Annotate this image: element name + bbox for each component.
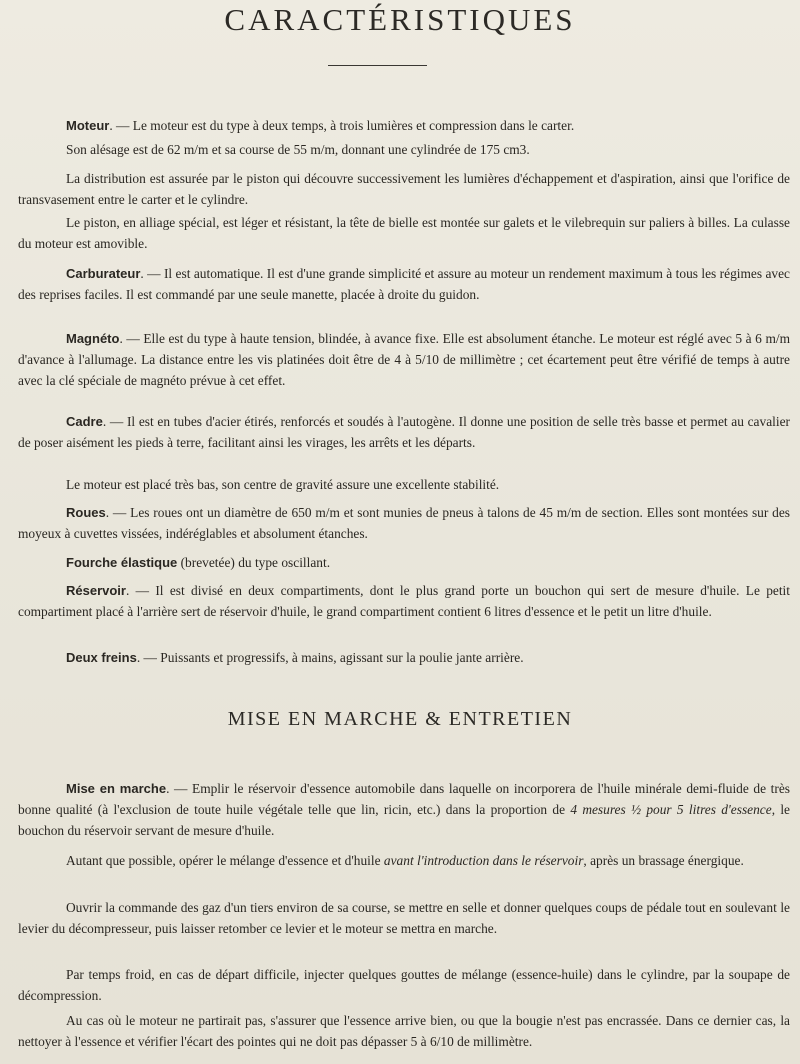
lead-fourche: Fourche élastique (66, 555, 178, 570)
paragraph-reservoir: Réservoir. — Il est divisé en deux compartiments, dont le plus grand porte un bouchon qui sert de mesure d'huile. Le petit compartiment placé à l'arrière sert de réservoir d'huile, le grand compartiment contient 6 litres d'essence et le petit un litre d'huile. (18, 583, 790, 619)
lead-freins: Deux freins (66, 650, 137, 665)
paragraph-cadre: Cadre. — Il est en tubes d'acier étirés, renforcés et soudés à l'autogène. Il donne une position de selle très basse et permet au cavalier de poser aisément les pieds à terre, facilitant ainsi les virages, les arrêts et les départs. (18, 414, 790, 450)
paragraph-bougie: Au cas où le moteur ne partirait pas, s'assurer que l'essence arrive bien, ou que la bougie n'est pas encrassée. Dans ce dernier cas, la nettoyer à l'essence et vérifier l'écart des pointes qui ne doit pas dépasser 5 à 6/10 de millimètre. (18, 1013, 790, 1049)
lead-moteur: Moteur (66, 118, 110, 133)
lead-magneto: Magnéto (66, 331, 120, 346)
section-title-mise-en-marche: MISE EN MARCHE & ENTRETIEN (227, 708, 573, 730)
paragraph-stabilite: Le moteur est placé très bas, son centre de gravité assure une excellente stabilité. (66, 477, 500, 492)
paragraph-temps-froid: Par temps froid, en cas de départ difficile, injecter quelques gouttes de mélange (essence-huile) dans le cylindre, par la soupape de décompression. (18, 967, 790, 1003)
paragraph-roues: Roues. — Les roues ont un diamètre de 650 m/m et sont munies de pneus à talons de 45 m/m de section. Elles sont montées sur des moyeux à cuvettes vissées, indéréglables et absolument étanches. (18, 505, 790, 541)
paragraph-freins: Deux freins. — Puissants et progressifs, à mains, agissant sur la poulie jante arrière. (66, 650, 524, 665)
lead-carburateur: Carburateur (66, 266, 141, 281)
lead-mise-en-marche: Mise en marche (66, 781, 167, 796)
page-title: CARACTÉRISTIQUES (224, 2, 576, 37)
lead-roues: Roues (66, 505, 106, 520)
lead-cadre: Cadre (66, 414, 103, 429)
paragraph-melange: Autant que possible, opérer le mélange d'essence et d'huile avant l'introduction dans le réservoir, après un brassage énergique. (66, 853, 744, 868)
paragraph-piston: Le piston, en alliage spécial, est léger et résistant, la tête de bielle est montée sur galets et le vilebrequin sur paliers à billes. La culasse du moteur est amovible. (18, 215, 790, 251)
paragraph-moteur: Moteur. — Le moteur est du type à deux temps, à trois lumières et compression dans le carter. (66, 118, 575, 133)
title-divider (328, 65, 427, 66)
paragraph-carburateur: Carburateur. — Il est automatique. Il est d'une grande simplicité et assure au moteur un rendement maximum à tous les régimes avec des reprises faciles. Il est commandé par une seule manette, placée à droite du guidon. (18, 266, 790, 302)
paragraph-demarrage: Ouvrir la commande des gaz d'un tiers environ de sa course, se mettre en selle et donner quelques coups de pédale tout en soulevant le levier du décompresseur, puis laisser retomber ce levier et le moteur se mettra en marche. (18, 900, 790, 936)
paragraph-mise-en-marche: Mise en marche. — Emplir le réservoir d'essence automobile dans laquelle on incorporera de l'huile minérale demi-fluide de très bonne qualité (à l'exclusion de toute huile végétale telle que lin, ricin, etc.) dans la proportion de 4 mesures ½ pour 5 litres d'essence, le bouchon du réservoir servant de mesure d'huile. (18, 781, 791, 838)
lead-reservoir: Réservoir (66, 583, 126, 598)
paragraph-fourche: Fourche élastique (brevetée) du type oscillant. (66, 555, 331, 570)
paragraph-magneto: Magnéto. — Elle est du type à haute tension, blindée, à avance fixe. Elle est absolument étanche. Le moteur est réglé avec 5 à 6 m/m d'avance à l'allumage. La distance entre les vis platinées doit être de 4 à 5/10 de millimètre ; cet écartement peut être vérifié de temps à autre avec la clé spéciale de magnéto prévue à cet effet. (18, 331, 790, 388)
paragraph-alesage: Son alésage est de 62 m/m et sa course de 55 m/m, donnant une cylindrée de 175 cm3. (66, 142, 530, 157)
paragraph-distribution: La distribution est assurée par le piston qui découvre successivement les lumières d'échappement et d'aspiration, ainsi que l'orifice de transvasement entre le carter et le cylindre. (18, 171, 790, 207)
